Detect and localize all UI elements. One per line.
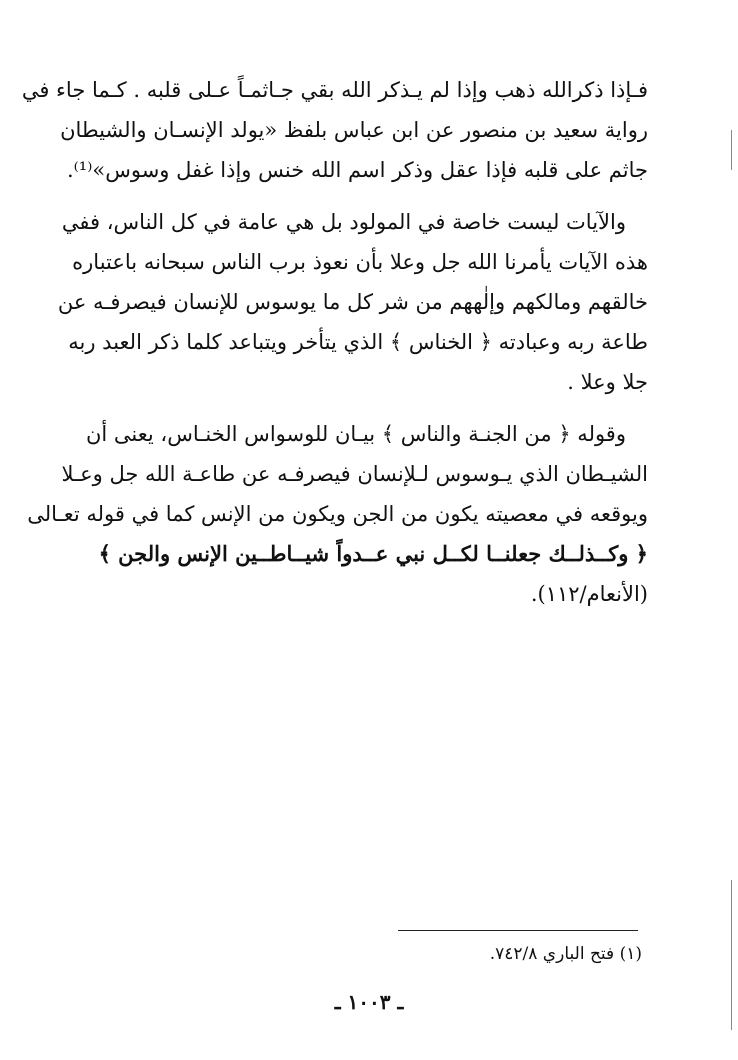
text-line: هذه الآيات يأمرنا الله جل وعلا بأن نعوذ برب الناس سبحانه باعتباره	[72, 250, 648, 274]
text-line: طاعة ربه وعبادته ﴿ الخناس ﴾ الذي يتأخر ويتباعد كلما ذكر العبد ربه	[68, 330, 648, 354]
paragraph-3	[27, 414, 648, 614]
text-line: والآيات ليست خاصة في المولود بل هي عامة في كل الناس، ففي	[61, 210, 626, 234]
footnote: (١) فتح الباري ٧٤٢/٨.	[489, 944, 642, 964]
verse-reference: (الأنعام/١١٢).	[530, 582, 648, 606]
text-line: وقوله ﴿ من الجنـة والناس ﴾ بيـان للوسواس الخنـاس، يعنى أن	[86, 422, 626, 446]
text-line: الشيـطان الذي يـوسوس لـلإنسان فيصرفـه عن طاعـة الله جل وعـلا	[61, 462, 648, 486]
text-line: ويوقعه في معصيته يكون من الجن ويكون من الإنس كما في قوله تعـالى	[27, 502, 648, 526]
body-text	[21, 70, 648, 626]
text-line: رواية سعيد بن منصور عن ابن عباس بلفظ «يولد الإنسـان والشيطان	[60, 118, 648, 142]
scan-edge-mark	[731, 130, 732, 170]
text-line: فـإذا ذكرالله ذهب وإذا لم يـذكر الله بقي جـاثمـاً عـلى قلبه . كـما جاء في	[21, 78, 648, 102]
text-line: جاثم على قلبه فإذا عقل وذكر اسم الله خنس وإذا غفل وسوس»⁽¹⁾.	[66, 158, 648, 182]
footnote-divider	[398, 930, 638, 931]
scan-edge-mark	[731, 880, 732, 1030]
page-number: ـ ١٠٠٣ ـ	[334, 990, 404, 1014]
paragraph-2	[57, 202, 648, 402]
text-line: خالقهم ومالكهم وإلٰههم من شر كل ما يوسوس للإنسان فيصرفـه عن	[57, 290, 648, 314]
paragraph-1	[21, 70, 648, 190]
text-line: جلا وعلا .	[567, 370, 648, 394]
quran-verse-line: ﴿ وكــذلــك جعلنــا لكــل نبي عــدواً شيــاطــين الإنس والجن ﴾	[98, 541, 648, 566]
